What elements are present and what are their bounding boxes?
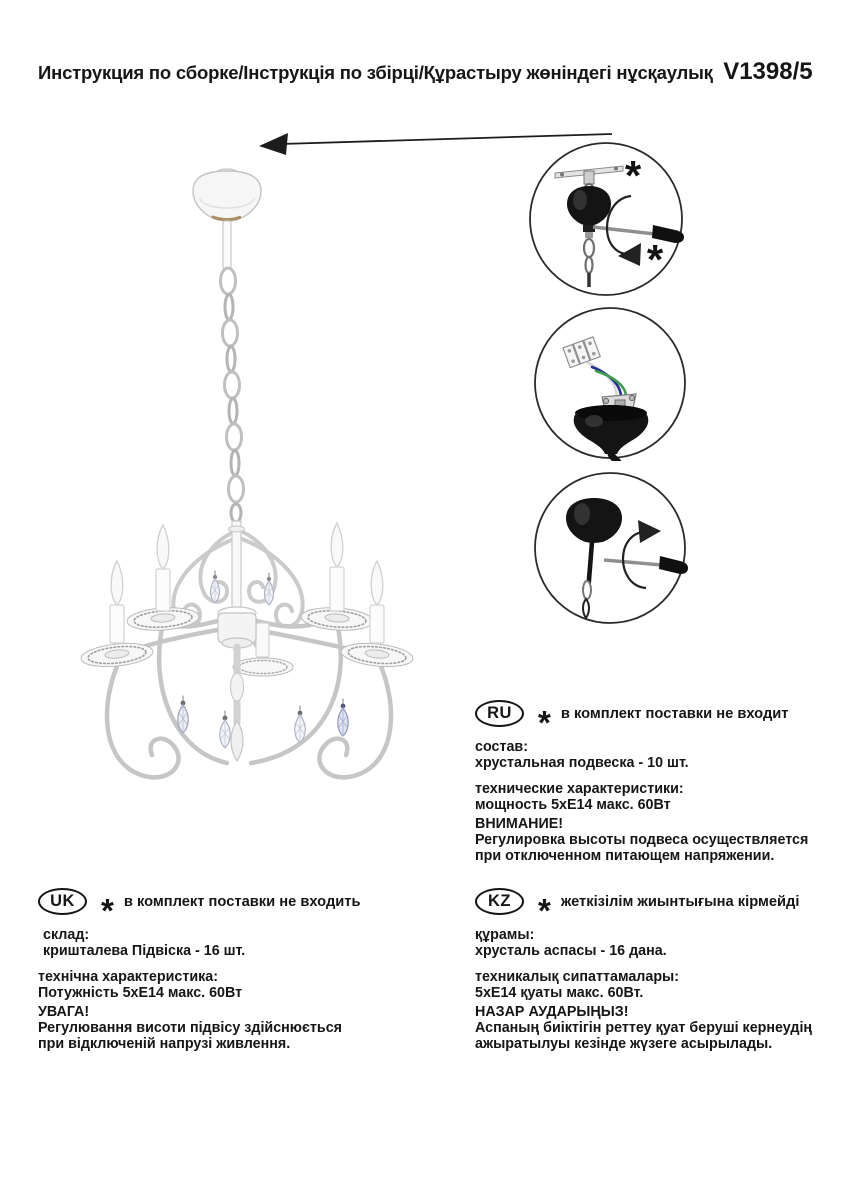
page-title [38,58,828,86]
section-kz [475,886,848,1052]
text-line: кришталева Підвіска - 16 шт. [43,942,246,959]
section-ru [475,698,848,864]
text-line: хрусталь аспасы - 16 дана. [475,942,667,959]
text-line: Аспаның биіктігін реттеу қуат беруші кернеудің [475,1019,813,1036]
model-number: V1398/5 [723,58,813,85]
text-line: технические характеристики: [475,781,684,798]
candle-far-left [110,561,124,643]
assembly-step-1-figure [527,140,685,298]
section-ru-header: RU * в комплект поставки не входит [475,698,848,728]
hanging-chain [221,268,244,522]
not-included-asterisk-icon: * [624,152,642,199]
language-badge-uk: UK [38,888,87,915]
text-line: НАЗАР АУДАРЫҢЫЗ! [475,1004,629,1021]
candle-far-right [370,561,384,643]
text-line: құрамы: [475,927,535,943]
text-line: Потужність 5хЕ14 макс. 60Вт [38,984,243,1001]
not-included-note: в комплект поставки не входить [123,894,361,910]
chandelier-canopy [193,169,261,221]
text-line: УВАГА! [38,1004,90,1021]
section-uk-header: UK * в комплект поставки не входить [38,886,433,916]
candle-upper-right [330,523,344,611]
text-line: Регулировка высоты подвеса осуществляется [475,831,809,848]
arrow-head-icon [259,133,288,155]
text-line: состав: [475,739,528,755]
text-line: ажыратылуы кезінде жүзеге асырылады. [475,1035,773,1052]
language-badge-kz: KZ [475,888,524,915]
assembly-step-3-figure [532,470,688,626]
text-line: хрустальная подвеска - 10 шт. [475,754,689,771]
text-line: техникалық сипаттамалары: [475,969,680,986]
section-kz-header: KZ * жеткізілім жиынтығына кірмейді [475,886,848,916]
chandelier-illustration [55,165,455,815]
section-ru-body [475,740,848,864]
text-line: склад: [43,927,90,943]
candle-upper-left [156,525,170,611]
text-line: 5хЕ14 қуаты макс. 60Вт. [475,984,644,1001]
text-line: технічна характеристика: [38,969,219,986]
text-line: мощность 5хЕ14 макс. 60Вт [475,796,671,813]
not-included-note: в комплект поставки не входит [560,706,789,722]
assembly-step-2-figure [532,305,688,461]
title-text: Инструкция по сборке/Інструкція по збірці/Құрастыру жөніндегі нұсқаулық [38,62,713,83]
hanger-stem [223,221,231,269]
text-line: при відключеній напрузі живлення. [38,1035,291,1052]
section-uk-body [38,928,433,1052]
not-included-asterisk-icon: * [646,236,664,283]
text-line: Регулювання висоти підвісу здійснюється [38,1019,342,1036]
step-circle [535,473,685,623]
language-badge-ru: RU [475,700,524,727]
not-included-note: жеткізілім жиынтығына кірмейді [560,894,800,910]
section-kz-body [475,928,848,1052]
text-line: ВНИМАНИЕ! [475,816,564,833]
text-line: при отключенном питающем напряжении. [475,847,775,864]
bottom-finial [231,721,243,761]
section-uk [38,886,433,1052]
